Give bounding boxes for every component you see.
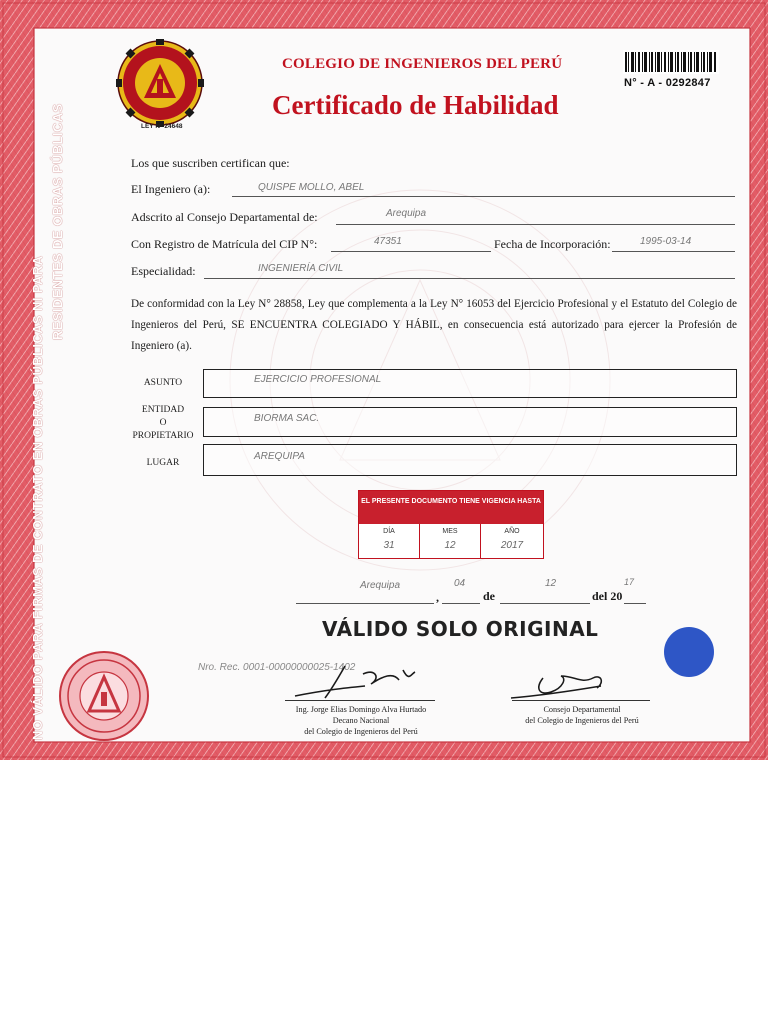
validity-year-value: 2017 [500, 540, 524, 551]
issue-day-underline [442, 603, 480, 604]
specialty-underline [204, 278, 735, 279]
incorporation-value: 1995-03-14 [640, 236, 692, 247]
validity-month-cell [420, 524, 481, 558]
signature-right-line [512, 700, 650, 701]
cip-underline [331, 251, 491, 252]
engineer-label: El Ingeniero (a): [131, 182, 211, 196]
issue-year-underline [624, 603, 646, 604]
issue-comma: , [436, 590, 439, 604]
right-border-notice: RESIDENTES DE OBRAS PÚBLICAS [50, 103, 65, 340]
engineer-underline [232, 196, 735, 197]
signature-left-line [285, 700, 435, 701]
signature-left-block [268, 704, 454, 737]
original-only-notice: VÁLIDO SOLO ORIGINAL [322, 617, 599, 641]
validity-year-cell [481, 524, 543, 558]
incorporation-underline [612, 251, 735, 252]
specialty-value: INGENIERÍA CIVIL [258, 263, 344, 274]
issue-day: 04 [454, 578, 466, 589]
entity-value: BIORMA SAC. [254, 413, 320, 424]
cip-watermark-seal [58, 650, 150, 742]
council-label: Adscrito al Consejo Departamental de: [131, 210, 318, 224]
validity-box [358, 490, 544, 559]
validity-day-cell [359, 524, 420, 558]
place-label: LUGAR [146, 458, 180, 468]
council-underline [336, 224, 735, 225]
issue-month: 12 [545, 578, 557, 589]
validity-year-label: AÑO [504, 528, 520, 535]
validity-day-value: 31 [383, 540, 395, 551]
issue-city-underline [296, 603, 434, 604]
signature-left [285, 660, 435, 702]
institution-name: COLEGIO DE INGENIEROS DEL PERÚ [282, 56, 563, 72]
intro-text: Los que suscriben certifican que: [131, 156, 290, 170]
signatory-title: Decano Nacional [332, 716, 390, 725]
specialty-label: Especialidad: [131, 264, 196, 278]
blue-ink-stamp [664, 627, 714, 677]
entity-label: ENTIDAD O PROPIETARIO [132, 405, 194, 441]
validity-heading: EL PRESENTE DOCUMENTO TIENE VIGENCIA HASTA [359, 491, 543, 524]
issue-de: de [483, 589, 495, 603]
engineer-value: QUISPE MOLLO, ABEL [258, 182, 365, 193]
legal-paragraph: De conformidad con la Ley N° 28858, Ley que complementa a la Ley N° 16053 del Ejercicio Profesional y el Estatuto del Colegio de Ingenieros del Perú, SE ENCUENTRA COLEGIADO Y HÁBIL, en consecuencia está autorizado para ejercer la Profesión de Ingeniero (a). [131, 298, 737, 352]
document-title: Certificado de Habilidad [272, 90, 559, 120]
council-signatory-org: del Colegio de Ingenieros del Perú [525, 716, 639, 725]
place-value: AREQUIPA [254, 451, 305, 462]
signature-right-block [500, 704, 664, 726]
issue-del: del 20 [592, 589, 623, 603]
issue-month-underline [500, 603, 590, 604]
issue-city: Arequipa [360, 580, 401, 591]
signatory-org: del Colegio de Ingenieros del Perú [304, 727, 418, 736]
barcode [623, 50, 719, 74]
left-border-notice: NO VÁLIDO PARA FIRMAS DE CONTRATO EN OBRAS PÚBLICAS NI PARA [30, 255, 45, 740]
serial-number: N° - A - 0292847 [624, 77, 711, 89]
cip-label: Con Registro de Matrícula del CIP N°: [131, 237, 318, 251]
validity-month-label: MES [442, 528, 458, 535]
subject-value: EJERCICIO PROFESIONAL [254, 374, 382, 385]
signature-right [505, 670, 615, 704]
validity-month-value: 12 [444, 540, 456, 551]
signatory-name: Ing. Jorge Elias Domingo Alva Hurtado [295, 705, 427, 714]
issue-year: 17 [624, 577, 635, 587]
council-value: Arequipa [386, 208, 427, 219]
law-number: LEY N° 24648 [141, 123, 183, 130]
subject-label: ASUNTO [143, 378, 183, 388]
validity-day-label: DÍA [383, 528, 395, 535]
receipt-number: Nro. Rec. 0001-00000000025-1402 [198, 662, 356, 673]
incorporation-label: Fecha de Incorporación: [494, 237, 611, 251]
cip-seal-logo [116, 39, 204, 127]
council-signatory-title: Consejo Departamental [543, 705, 621, 714]
cip-value: 47351 [374, 236, 402, 247]
